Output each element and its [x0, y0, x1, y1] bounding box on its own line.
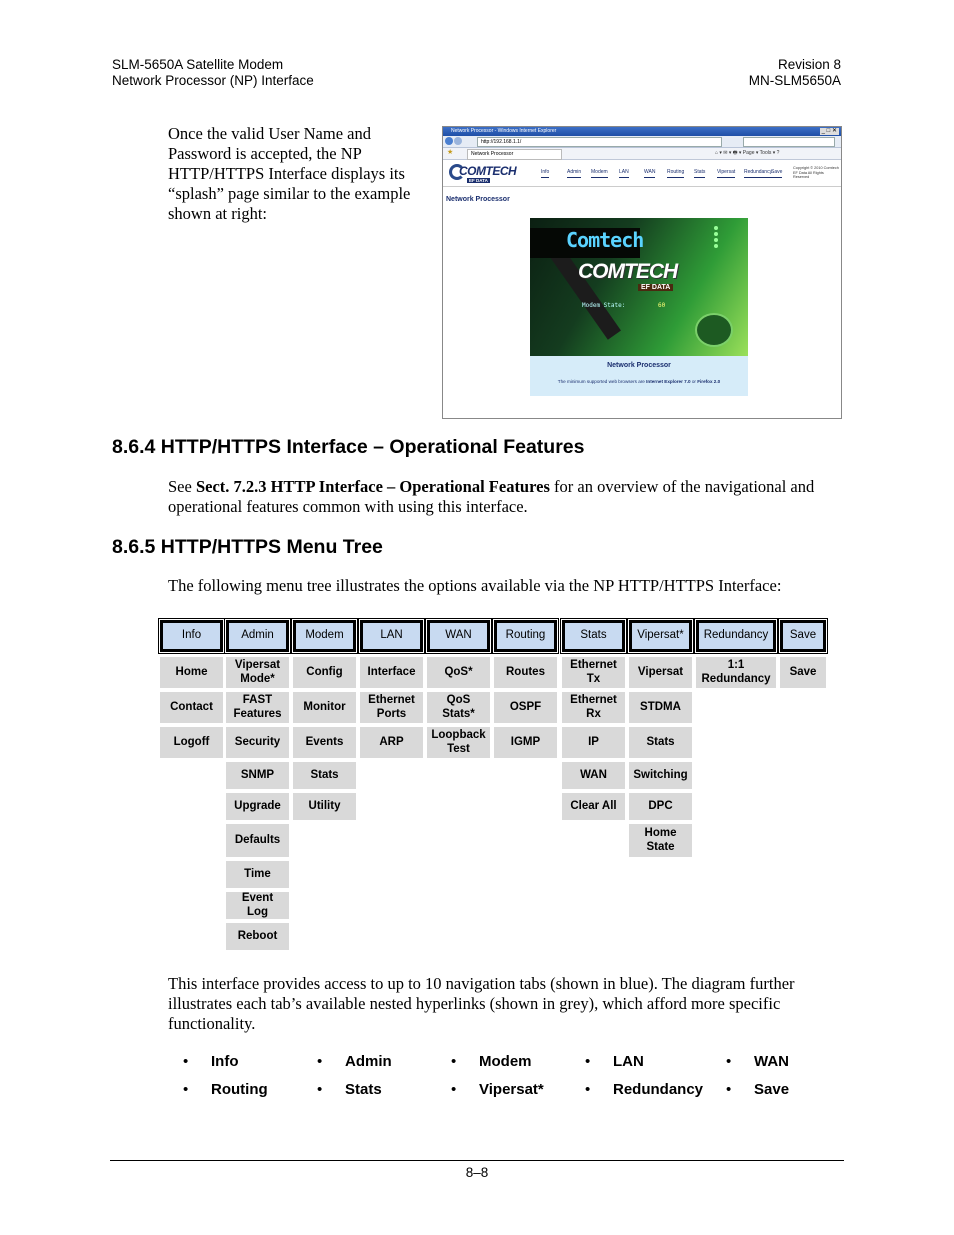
- np-nav-item[interactable]: Routing: [667, 168, 684, 178]
- splash-caption: Network Processor: [607, 362, 671, 369]
- banner-brand: COMTECH: [459, 164, 517, 178]
- menu-link[interactable]: Time: [226, 861, 289, 888]
- menu-tab-stats[interactable]: Stats: [562, 620, 625, 652]
- ie-tabbar: [443, 148, 841, 160]
- splash-logo-text: Comtech: [566, 228, 644, 252]
- menu-link[interactable]: Home: [160, 657, 223, 688]
- np-nav-item[interactable]: WAN: [644, 168, 655, 178]
- footer-rule: [110, 1160, 844, 1161]
- doc-header-right: [749, 57, 841, 89]
- bullet-dot-icon: •: [726, 1053, 732, 1070]
- splash-brand: COMTECH: [578, 260, 678, 283]
- ie-window-title: Network Processor - Windows Internet Explorer: [451, 128, 557, 134]
- menu-link[interactable]: Security: [226, 727, 289, 758]
- menu-link[interactable]: Routes: [494, 657, 557, 688]
- bullet-label: Stats: [345, 1081, 382, 1098]
- bullet-label: LAN: [613, 1053, 644, 1070]
- menu-tab-info[interactable]: Info: [160, 620, 223, 652]
- doc-title: SLM-5650A Satellite Modem: [112, 57, 284, 72]
- forward-icon[interactable]: [454, 137, 462, 145]
- menu-link[interactable]: QoS Stats*: [427, 692, 490, 723]
- menu-link[interactable]: Save: [780, 657, 826, 688]
- menu-link[interactable]: Home State: [629, 824, 692, 857]
- s864-before: See: [168, 477, 196, 496]
- ie-titlebar: [443, 127, 841, 136]
- section-864-text: [168, 477, 848, 517]
- splash-leds: [712, 224, 746, 258]
- splash-status-label: Modem State:: [582, 302, 626, 309]
- bullet-label: Info: [211, 1053, 239, 1070]
- menu-link[interactable]: Vipersat Mode*: [226, 657, 289, 688]
- menu-link[interactable]: Clear All: [562, 793, 625, 820]
- menu-link[interactable]: Ethernet Ports: [360, 692, 423, 723]
- bullet-dot-icon: •: [585, 1053, 591, 1070]
- splash-status-value: 60: [658, 302, 666, 309]
- address-input[interactable]: http://192.168.1.1/: [477, 137, 722, 147]
- menu-tab-wan[interactable]: WAN: [427, 620, 490, 652]
- menu-link[interactable]: Config: [293, 657, 356, 688]
- menu-link[interactable]: Utility: [293, 793, 356, 820]
- bullet-label: WAN: [754, 1053, 789, 1070]
- page-number: 8–8: [465, 1165, 489, 1180]
- menu-tab-modem[interactable]: Modem: [293, 620, 356, 652]
- after-tree-paragraph: This interface provides access to up to 10 navigation tabs (shown in blue). The diagram further illustrates each tab’s available nested hyperlinks (shown in grey), which afford more specific functionality.: [168, 974, 795, 1033]
- menu-link[interactable]: Monitor: [293, 692, 356, 723]
- doc-number: MN-SLM5650A: [748, 73, 841, 88]
- splash-note-ff: Firefox 2.0: [697, 379, 721, 384]
- intro-paragraph: Once the valid User Name and Password is accepted, the NP HTTP/HTTPS Interface displays its “splash” page similar to the example shown at right:: [168, 124, 411, 223]
- np-banner: [443, 160, 841, 187]
- np-nav: [541, 168, 791, 177]
- bullet-label: Routing: [211, 1081, 268, 1098]
- window-controls-icon[interactable]: _ □ ✕: [821, 128, 837, 134]
- menu-link[interactable]: Logoff: [160, 727, 223, 758]
- bullet-label: Redundancy: [613, 1081, 704, 1098]
- menu-link[interactable]: Ethernet Rx: [562, 692, 625, 723]
- menu-link[interactable]: Loopback Test: [427, 727, 490, 758]
- splash-screenshot: [442, 126, 842, 419]
- search-box[interactable]: [743, 137, 835, 147]
- menu-link[interactable]: ARP: [360, 727, 423, 758]
- menu-link[interactable]: Stats: [629, 727, 692, 758]
- menu-link[interactable]: WAN: [562, 762, 625, 789]
- menu-link[interactable]: DPC: [629, 793, 692, 820]
- menu-link[interactable]: Vipersat: [629, 657, 692, 688]
- menu-link[interactable]: Interface: [360, 657, 423, 688]
- favorites-icon[interactable]: ★: [447, 149, 454, 156]
- np-nav-item[interactable]: Save: [771, 168, 782, 178]
- bullet-dot-icon: •: [585, 1081, 591, 1098]
- bullet-label: Modem: [479, 1053, 532, 1070]
- section-865-intro: The following menu tree illustrates the options available via the NP HTTP/HTTPS Interface:: [168, 576, 782, 595]
- splash-note-ie: Internet Explorer 7.0: [646, 379, 691, 384]
- menu-link[interactable]: Contact: [160, 692, 223, 723]
- section-865-heading: 8.6.5 HTTP/HTTPS Menu Tree: [112, 536, 383, 558]
- browser-tab[interactable]: Network Processor: [467, 149, 562, 160]
- menu-link[interactable]: Ethernet Tx: [562, 657, 625, 688]
- np-nav-item[interactable]: Admin: [567, 168, 581, 178]
- menu-tab-save[interactable]: Save: [780, 620, 826, 652]
- bullet-dot-icon: •: [317, 1081, 323, 1098]
- ie-addressbar: [443, 136, 841, 148]
- s864-ref: Sect. 7.2.3 HTTP Interface – Operational Features: [195, 477, 550, 496]
- menu-link[interactable]: Event Log: [226, 892, 289, 919]
- menu-tab-vipersat[interactable]: Vipersat*: [629, 620, 692, 652]
- np-page-label: Network Processor: [446, 196, 510, 203]
- splash-note-prefix: The minimum supported web browsers are: [557, 379, 647, 384]
- splash-panel: [530, 218, 748, 396]
- splash-note-or: or: [690, 379, 698, 384]
- menu-link[interactable]: SNMP: [226, 762, 289, 789]
- banner-copyright: Copyright © 2010 Comtech EF Data All Rights Reserved: [793, 166, 839, 179]
- banner-brand-sub: EF DATA: [469, 178, 488, 183]
- np-nav-item[interactable]: Modem: [591, 168, 608, 178]
- menu-link[interactable]: QoS*: [427, 657, 490, 688]
- bullet-label: Admin: [345, 1053, 392, 1070]
- np-nav-item[interactable]: Vipersat: [717, 168, 735, 178]
- menu-link[interactable]: IP: [562, 727, 625, 758]
- menu-link[interactable]: FAST Features: [226, 692, 289, 723]
- bullet-dot-icon: •: [183, 1081, 189, 1098]
- menu-link[interactable]: STDMA: [629, 692, 692, 723]
- menu-link[interactable]: Switching: [629, 762, 692, 789]
- back-icon[interactable]: [445, 137, 453, 145]
- splash-image: [530, 218, 748, 356]
- bullet-dot-icon: •: [183, 1053, 189, 1070]
- doc-revision: Revision 8: [777, 57, 841, 72]
- bullet-label: Save: [754, 1081, 790, 1098]
- ie-command-bar[interactable]: ⌂ ▾ ✉ ▾ 🖶 ▾ Page ▾ Tools ▾ ?: [715, 150, 780, 156]
- menu-tab-routing[interactable]: Routing: [494, 620, 557, 652]
- menu-link[interactable]: IGMP: [494, 727, 557, 758]
- menu-tab-admin[interactable]: Admin: [226, 620, 289, 652]
- menu-link[interactable]: Reboot: [226, 923, 289, 950]
- menu-link[interactable]: OSPF: [494, 692, 557, 723]
- menu-tab-lan[interactable]: LAN: [360, 620, 423, 652]
- bullet-dot-icon: •: [451, 1081, 457, 1098]
- np-nav-item[interactable]: LAN: [619, 168, 629, 178]
- splash-browser-note: [530, 379, 748, 384]
- menu-link[interactable]: Events: [293, 727, 356, 758]
- bullet-label: Vipersat*: [479, 1081, 544, 1098]
- splash-keypad-icon: [695, 313, 733, 347]
- section-864-heading: 8.6.4 HTTP/HTTPS Interface – Operational Features: [112, 436, 585, 458]
- s864-after: for an overview of the navigational and operational features common with using this interface.: [168, 477, 815, 516]
- bullet-dot-icon: •: [451, 1053, 457, 1070]
- doc-header-left: [112, 57, 314, 89]
- np-nav-item[interactable]: Info: [541, 168, 549, 178]
- menu-link[interactable]: Stats: [293, 762, 356, 789]
- np-nav-item[interactable]: Stats: [694, 168, 705, 178]
- menu-tab-redundancy[interactable]: Redundancy: [696, 620, 776, 652]
- splash-brand-sub: EF DATA: [638, 284, 673, 291]
- np-nav-item[interactable]: Redundancy: [744, 168, 772, 178]
- bullet-dot-icon: •: [317, 1053, 323, 1070]
- menu-link[interactable]: Upgrade: [226, 793, 289, 820]
- menu-link[interactable]: 1:1 Redundancy: [696, 657, 776, 688]
- bullet-dot-icon: •: [726, 1081, 732, 1098]
- menu-link[interactable]: Defaults: [226, 824, 289, 857]
- doc-subtitle: Network Processor (NP) Interface: [112, 73, 314, 88]
